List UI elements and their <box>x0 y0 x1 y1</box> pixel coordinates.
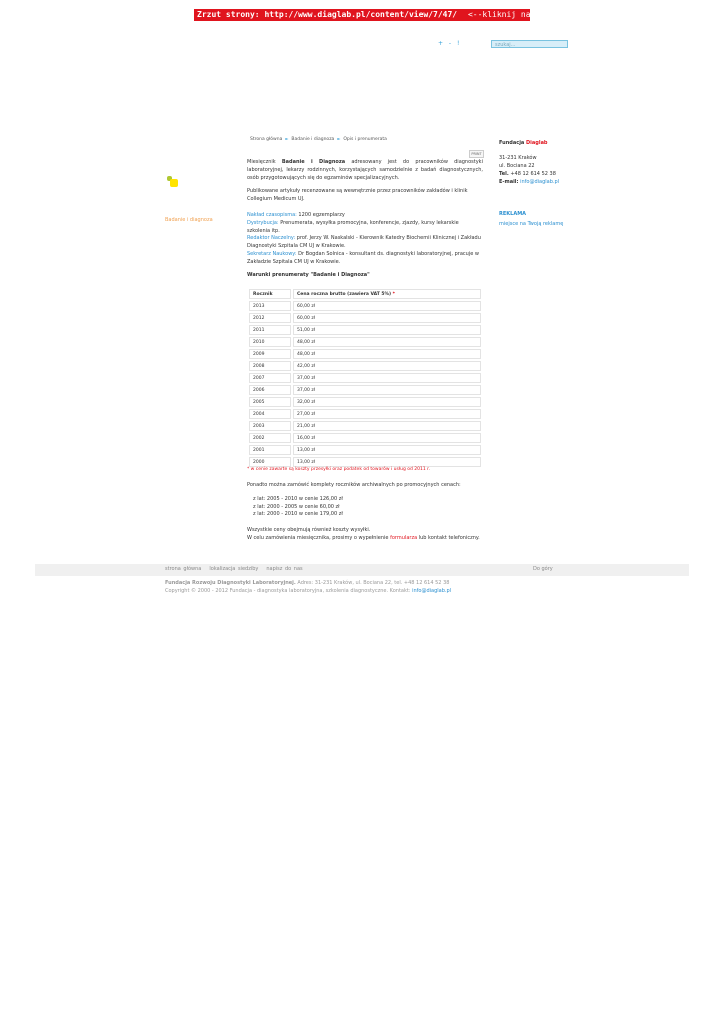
address-line-2: ul. Bociana 22 <box>499 162 535 169</box>
price-header-star: * <box>391 291 396 297</box>
banner-prefix: Zrzut strony: <box>197 10 260 19</box>
footer-nav <box>165 566 311 572</box>
order-text-end: lub kontakt telefoniczny. <box>417 534 480 541</box>
col-year-header: Rocznik <box>249 289 291 299</box>
font-size-controls[interactable]: + - ! <box>438 40 462 47</box>
foundation-title-b: Diaglab <box>526 140 548 146</box>
ad-link[interactable]: miejsce na Twoją reklamę <box>499 221 564 227</box>
footer-address: Adres: 31-231 Kraków, ul. Bociana 22, tel. +48 12 614 52 38 <box>295 580 450 586</box>
list-item: z lat: 2000 - 2010 w cenie 179,00 zł <box>253 511 343 517</box>
footer-address-line <box>165 580 451 588</box>
table-title: Warunki prenumeraty "Badanie i Diagnoza" <box>247 272 370 278</box>
table-row <box>249 445 481 455</box>
footnote: * w cenie zawarte są koszty przesyłki oraz podatek od towarów i usług od 2011 r. <box>247 467 431 472</box>
year-cell: 2003 <box>249 421 291 431</box>
breadcrumb-section[interactable]: Badanie i diagnoza <box>291 137 335 142</box>
price-cell: 48,00 zł <box>293 349 481 359</box>
table-header-row <box>249 289 481 299</box>
table-row <box>249 433 481 443</box>
detail-label: Nakład czasopisma: <box>247 212 297 218</box>
intro-text: Miesięcznik <box>247 159 282 165</box>
price-header-text: Cena roczna brutto (zawiera VAT 5%) <box>297 291 392 297</box>
table-row <box>249 373 481 383</box>
section-logo-icon <box>167 176 179 187</box>
breadcrumb-arrow-icon: ► <box>285 136 289 141</box>
price-cell: 37,00 zł <box>293 373 481 383</box>
list-item: z lat: 2005 - 2010 w cenie 126,00 zł <box>253 496 343 502</box>
year-cell: 2010 <box>249 337 291 347</box>
detail-line <box>247 212 483 220</box>
phone-label: Tel. <box>499 171 509 177</box>
footer-link-location[interactable]: lokalizacja siedziby <box>209 566 259 572</box>
email-link[interactable]: info@diaglab.pl <box>518 178 560 185</box>
table-row <box>249 349 481 359</box>
table-row <box>249 385 481 395</box>
banner-hint: <--kliknij na adresie <box>467 10 570 19</box>
price-cell: 60,00 zł <box>293 301 481 311</box>
order-form-link[interactable]: formularza <box>390 534 418 541</box>
year-cell: 2012 <box>249 313 291 323</box>
footer-bar <box>35 564 689 576</box>
order-text: W celu zamówienia miesięcznika, prosimy o wypełnienie <box>247 534 391 541</box>
year-cell: 2000 <box>249 457 291 467</box>
price-cell: 21,00 zł <box>293 421 481 431</box>
back-to-top-link[interactable]: Do góry <box>533 566 553 572</box>
foundation-contact <box>499 171 579 186</box>
archive-intro: Ponadto można zamówić komplety roczników archiwalnych po promocyjnych cenach: <box>247 482 461 488</box>
phone-value: +48 12 614 52 38 <box>508 171 556 177</box>
footer-email-link[interactable]: info@diaglab.pl <box>412 587 452 594</box>
price-cell: 32,00 zł <box>293 397 481 407</box>
email-label: E-mail: <box>499 178 519 185</box>
breadcrumb <box>250 136 387 142</box>
price-cell: 37,00 zł <box>293 385 481 395</box>
order-info <box>247 527 483 542</box>
table-row <box>249 421 481 431</box>
price-table <box>247 287 483 469</box>
breadcrumb-current: Opis i prenumerata <box>343 137 387 142</box>
ad-heading: REKLAMA <box>499 211 527 217</box>
table-row <box>249 337 481 347</box>
search-input[interactable]: szukaj... <box>491 40 568 48</box>
year-cell: 2011 <box>249 325 291 335</box>
journal-name: Badanie i Diagnoza <box>281 159 346 165</box>
price-cell: 13,00 zł <box>293 457 481 467</box>
year-cell: 2004 <box>249 409 291 419</box>
col-price-header <box>293 289 481 299</box>
detail-value: prof. Jerzy W. Naskalski - Kierownik Katedry Biochemii Klinicznej i Zakładu Diagnostyki Szpitala CM UJ w Krakowie. <box>247 235 481 250</box>
year-cell: 2009 <box>249 349 291 359</box>
breadcrumb-arrow-icon: ► <box>337 136 341 141</box>
table-row <box>249 409 481 419</box>
price-cell: 42,00 zł <box>293 361 481 371</box>
footer-info <box>165 580 451 595</box>
table-row <box>249 301 481 311</box>
order-line-1: Wszystkie ceny obejmują również koszty wysyłki. <box>247 527 371 533</box>
detail-value: Dr Bogdan Solnica - konsultant ds. diagnostyki laboratoryjnej, pracuje w Zakładzie Szpitala CM UJ w Krakowie. <box>247 250 479 265</box>
print-button[interactable]: PRINT <box>469 150 484 158</box>
year-cell: 2008 <box>249 361 291 371</box>
year-cell: 2005 <box>249 397 291 407</box>
intro-text-rest: adresowany jest do pracowników diagnostyki laboratoryjnej, lekarzy rodzinnych, korzystających samodzielnie z badań diagnostycznych, osób przygotowujących się do egzaminów specjalizacyjnych. <box>247 159 483 181</box>
detail-line <box>247 220 483 236</box>
foundation-address <box>499 155 579 170</box>
sidebar-item-badanie[interactable]: Badanie i diagnoza <box>165 217 213 223</box>
footer-link-contact[interactable]: napisz do nas <box>266 566 303 572</box>
footer-link-home[interactable]: strona główna <box>165 566 202 572</box>
table-row <box>249 313 481 323</box>
year-cell: 2013 <box>249 301 291 311</box>
year-cell: 2001 <box>249 445 291 455</box>
price-cell: 13,00 zł <box>293 445 481 455</box>
detail-line <box>247 251 483 267</box>
detail-value: Prenumerata, wysyłka promocyjna, konferencje, zjazdy, kursy lekarskie szkolenia itp. <box>247 219 459 234</box>
foundation-title <box>499 140 579 148</box>
table-row <box>249 325 481 335</box>
banner-url[interactable]: http://www.diaglab.pl/content/view/7/47/ <box>264 10 458 19</box>
price-cell: 51,00 zł <box>293 325 481 335</box>
foundation-title-a: Fundacja <box>499 140 527 146</box>
footer-org: Fundacja Rozwoju Diagnostyki Laboratoryjnej. <box>165 580 296 586</box>
year-cell: 2007 <box>249 373 291 383</box>
detail-label: Sekretarz Naukowy: <box>247 250 297 257</box>
price-cell: 27,00 zł <box>293 409 481 419</box>
detail-value: 1200 egzemplarzy <box>296 212 345 218</box>
price-cell: 16,00 zł <box>293 433 481 443</box>
address-line-1: 31-231 Kraków <box>499 155 537 161</box>
price-rows <box>249 301 481 467</box>
screenshot-banner <box>194 9 570 21</box>
price-cell: 60,00 zł <box>293 313 481 323</box>
detail-label: Dystrybucja: <box>247 219 279 226</box>
year-cell: 2006 <box>249 385 291 395</box>
year-cell: 2002 <box>249 433 291 443</box>
table-row <box>249 457 481 467</box>
table-row <box>249 397 481 407</box>
footer-copyright: Copyright © 2000 - 2012 Fundacja - diagnostyka laboratoryjna, szkolenia diagnostyczne. Kontakt: <box>165 587 413 594</box>
detail-label: Redaktor Naczelny: <box>247 235 296 242</box>
detail-line <box>247 235 483 251</box>
intro-paragraph <box>247 159 483 182</box>
table-row <box>249 361 481 371</box>
list-item: z lat: 2000 - 2005 w cenie 60,00 zł <box>253 503 340 510</box>
price-cell: 48,00 zł <box>293 337 481 347</box>
journal-details <box>247 212 483 267</box>
footer-copyright-line <box>165 588 451 596</box>
phone-line <box>499 171 579 179</box>
breadcrumb-home[interactable]: Strona główna <box>250 137 283 142</box>
email-line <box>499 179 579 187</box>
review-paragraph: Publikowane artykuły recenzowane są wewnętrznie przez pracowników zakładów i klinik Collegium Medicum UJ. <box>247 188 468 202</box>
order-line-2 <box>247 535 483 543</box>
archive-list <box>253 496 489 519</box>
